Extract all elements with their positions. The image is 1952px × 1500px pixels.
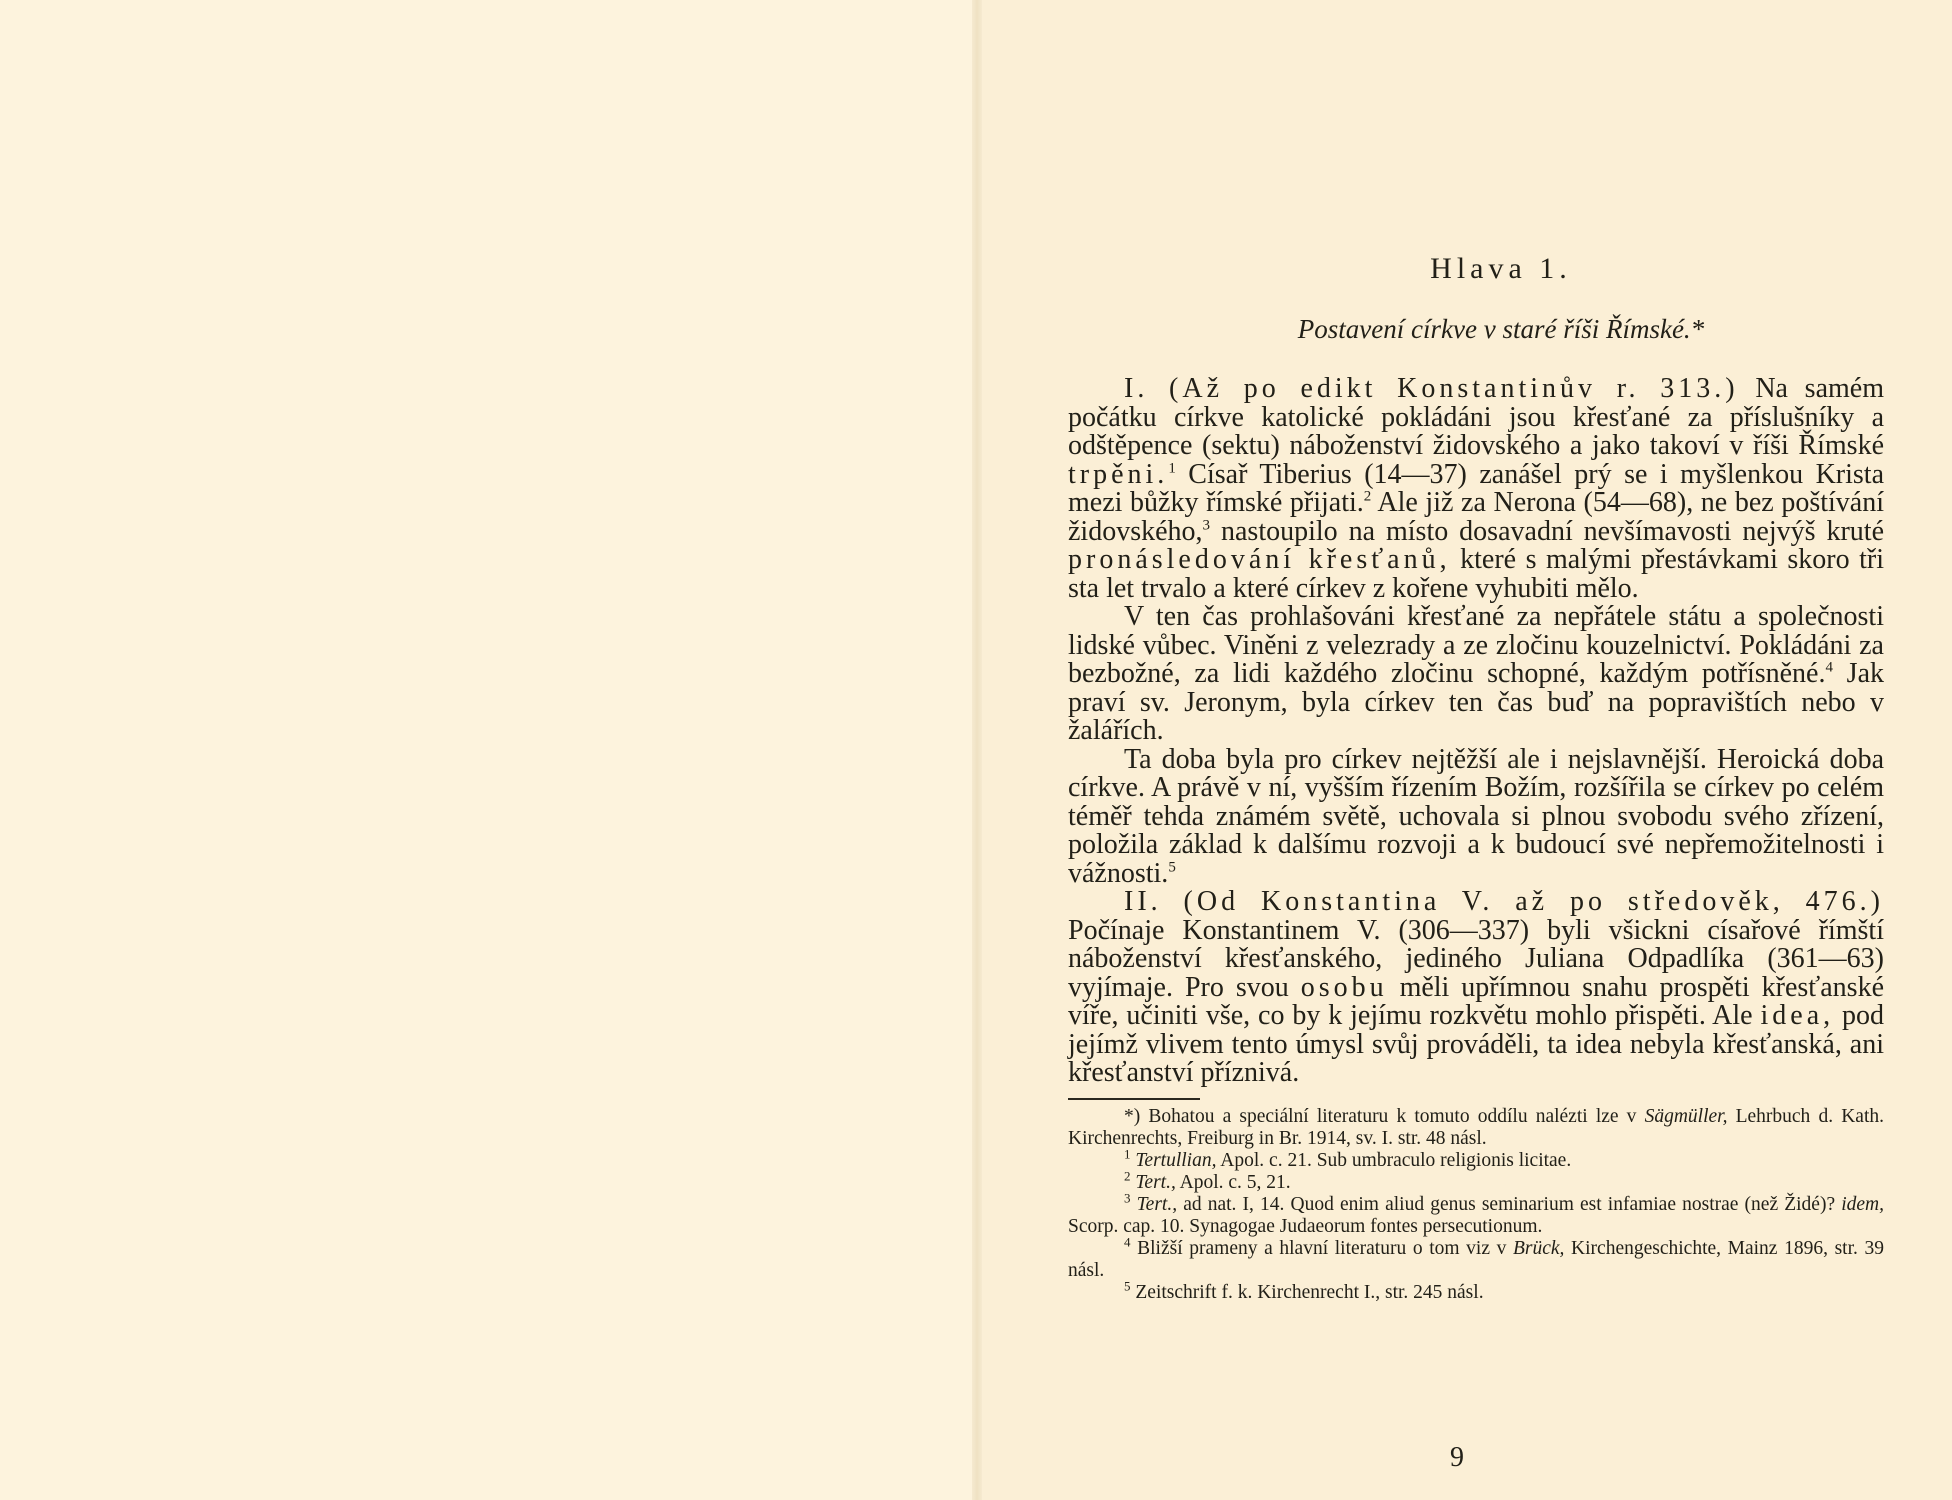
text: Apol. c. 21. Sub umbraculo religionis licitae.	[1216, 1149, 1572, 1171]
text: nastoupilo na místo dosavadní nevšímavosti nejvýš kruté	[1210, 515, 1884, 547]
section-heading-1: I. (Až po edikt Konstantinův r. 313.)	[1124, 373, 1739, 404]
section-heading-2: II. (Od Konstantina V. až po středověk, 476.)	[1124, 886, 1884, 917]
page-text-block	[1068, 252, 1884, 1304]
emphasis-text: idea,	[1760, 1000, 1835, 1031]
text: ad nat. I, 14. Quod enim aliud genus seminarium est infamiae nostrae (než Židé)?	[1177, 1193, 1842, 1215]
text: Zeitschrift f. k. Kirchenrecht I., str. 245 násl.	[1130, 1281, 1484, 1303]
footnote-ref: 3	[1202, 517, 1211, 534]
author-name: idem,	[1841, 1193, 1884, 1215]
text: pod jejímž vlivem tento úmysl svůj prováděli, ta idea nebyla křesťanská, ani křesťanství příznivá.	[1068, 1000, 1885, 1088]
chapter-title: Hlava 1.	[1430, 252, 1572, 285]
text: Kirchengeschichte, Mainz 1896, str. 39 násl.	[1068, 1237, 1884, 1281]
paragraph-1	[1068, 375, 1884, 603]
paragraph-2	[1068, 603, 1884, 746]
text: Apol. c. 5, 21.	[1175, 1171, 1291, 1193]
footnote-5	[1068, 1278, 1884, 1304]
footnote-ref: 2	[1363, 488, 1372, 505]
text: Jak praví sv. Jeronym, byla církev ten čas buď na popravištích nebo v žalářích.	[1068, 658, 1885, 746]
emphasis-text: pronásledování křesťanů,	[1068, 544, 1451, 575]
text: Na samém počátku církve katolické pokládáni jsou křesťané za příslušníky a odštěpence (sektu) náboženství židovského a jako takoví v říši Římské	[1068, 373, 1884, 461]
footnote-number: 3	[1124, 1190, 1131, 1205]
footnote-divider	[1068, 1098, 1200, 1100]
text: měli upřímnou snahu prospěti křesťanské víře, učiniti vše, co by k jejímu rozkvětu mohlo přispěti. Ale	[1068, 971, 1884, 1031]
page-number: 9	[1450, 1442, 1464, 1473]
footnote-1	[1068, 1146, 1884, 1172]
emphasis-text: osobu	[1300, 971, 1388, 1003]
footnote-number: 4	[1124, 1234, 1131, 1249]
footnote-star	[1068, 1106, 1884, 1150]
footnote-number: 5	[1124, 1278, 1131, 1293]
text: Počínaje Konstantinem V. (306—337) byli všickni císařové římští náboženství křesťanského, jediného Juliana Odpadlíka (361—63) vyjímaje. Pro svou	[1068, 914, 1884, 1003]
author-name: Sägmüller,	[1644, 1105, 1728, 1127]
text: Lehrbuch d. Kath. Kirchenrechts, Freiburg in Br. 1914, sv. I. str. 48 násl.	[1068, 1105, 1884, 1149]
footnote-number: 1	[1124, 1146, 1131, 1161]
text: *) Bohatou a speciální literaturu k tomuto oddílu nalézti lze v	[1124, 1105, 1645, 1127]
text: které s malými přestávkami skoro tři sta let trvalo a které církev z kořene vyhubiti mělo.	[1068, 544, 1884, 604]
footnote-2	[1068, 1168, 1884, 1194]
author-name: Tert.,	[1136, 1193, 1178, 1215]
footnote-4	[1068, 1234, 1884, 1282]
paragraph-3	[1068, 743, 1884, 889]
footnote-3	[1068, 1190, 1884, 1238]
book-gutter	[972, 0, 982, 1500]
left-blank-page	[0, 0, 975, 1500]
text: V ten čas prohlašováni křesťané za nepřátele státu a společnosti lidské vůbec. Viněni z velezrady a ze zločinu kouzelnictví. Pokládáni za bezbožné, za lidi každého zločinu schopné, každým potřísněné.	[1068, 601, 1884, 689]
author-name: Tert.,	[1135, 1171, 1176, 1193]
footnote-ref: 1	[1168, 460, 1176, 477]
emphasis-text: trpěni.	[1068, 458, 1169, 490]
footnote-number: 2	[1124, 1168, 1131, 1183]
author-name: Tertullian,	[1135, 1149, 1217, 1171]
chapter-subtitle: Postavení církve v staré říši Římské.*	[1297, 314, 1705, 344]
text: Scorp. cap. 10. Synagogae Judaeorum fontes persecutionum.	[1068, 1215, 1543, 1237]
text: Bližší prameny a hlavní literaturu o tom viz v	[1130, 1237, 1513, 1259]
text: Ta doba byla pro církev nejtěžší ale i nejslavnější. Heroická doba církve. A právě v ní, vyšším řízením Božím, rozšířila se církev po celém téměř tehda známém světě, uchovala si plnou svobodu svého zřízení, položila základ k dalšímu rozvoji a k budoucí své nepřemožitelnosti i vážnosti.	[1068, 743, 1884, 889]
author-name: Brück,	[1512, 1237, 1565, 1259]
footnote-ref: 5	[1168, 859, 1176, 876]
footnote-ref: 4	[1825, 659, 1833, 676]
paragraph-4	[1068, 888, 1884, 1088]
text: Ale již za Nerona (54—68), ne bez poštívání židovského,	[1068, 487, 1885, 547]
text: Císař Tiberius (14—37) zanášel prý se i myšlenkou Krista mezi bůžky římské přijati.	[1068, 458, 1884, 518]
